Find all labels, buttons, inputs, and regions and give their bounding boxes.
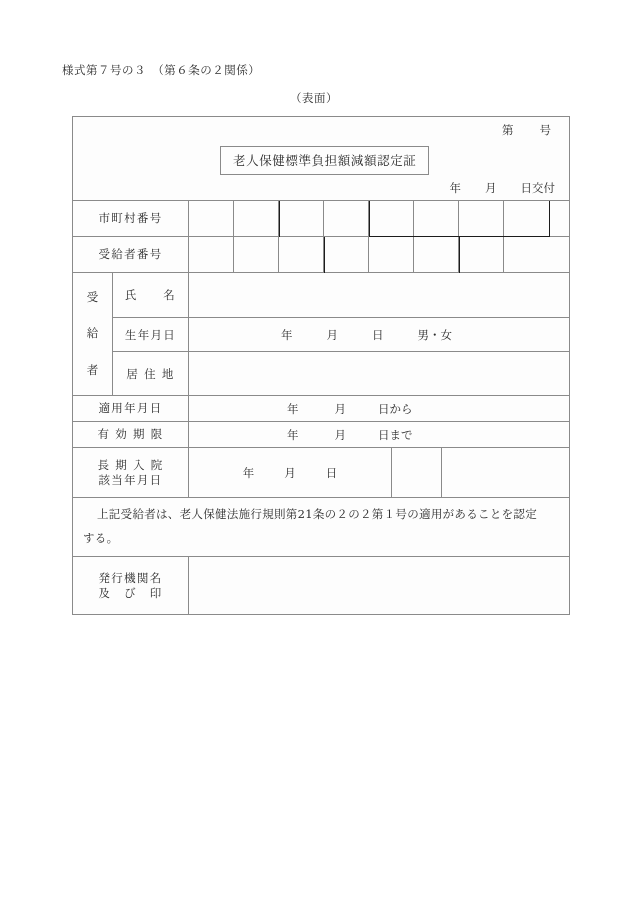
hospitalization-slot-b[interactable]: [442, 448, 569, 497]
municipality-number-cell[interactable]: [189, 201, 234, 236]
declaration-line1: 上記受給者は、老人保健法施行規則第21条の２の２第１号の適用があることを認定: [97, 507, 538, 521]
issue-number-prefix: 第: [502, 123, 514, 137]
recipient-block-row: [73, 272, 569, 395]
recipient-number-grid: [189, 237, 569, 272]
municipality-number-cell[interactable]: [324, 201, 369, 236]
issuer-label-line2: 及 び 印: [98, 585, 163, 600]
recipient-vertical-char: 給: [86, 326, 99, 341]
recipient-number-label: 受給者番号: [73, 237, 189, 272]
form-code-heading: 様式第７号の３ （第６条の２関係）: [62, 63, 261, 77]
apply-date-label: 適用年月日: [73, 396, 189, 421]
recipient-vertical-char: 者: [86, 362, 99, 377]
hospitalization-month-unit: 月: [284, 465, 296, 480]
recipient-birth-input[interactable]: [189, 318, 569, 351]
issuer-input[interactable]: [189, 557, 569, 614]
hospitalization-day-unit: 日: [325, 465, 338, 480]
municipality-number-grid: [189, 201, 569, 236]
hospitalization-slot-a[interactable]: [392, 448, 442, 497]
recipient-number-cell[interactable]: [279, 237, 324, 272]
gender-option[interactable]: 男・女: [417, 327, 452, 342]
hospitalization-date-input[interactable]: [189, 448, 392, 497]
hospitalization-label-line2: 該当年月日: [98, 472, 163, 487]
expiry-date-row: [73, 421, 569, 447]
recipient-birth-label: 生年月日: [113, 318, 189, 351]
expiry-month-unit: 月: [334, 427, 346, 442]
birth-month-unit: 月: [326, 327, 338, 342]
municipality-number-cell[interactable]: [459, 201, 504, 236]
expiry-date-label: 有 効 期 限: [73, 422, 189, 447]
recipient-number-cell[interactable]: [459, 237, 504, 272]
issuer-label: [73, 557, 189, 614]
expiry-date-input[interactable]: [189, 422, 569, 447]
apply-date-input[interactable]: [189, 396, 569, 421]
face-side-label: （表面）: [290, 91, 338, 105]
recipient-fields-stack: [113, 273, 569, 395]
apply-date-row: [73, 395, 569, 421]
recipient-name-input[interactable]: [189, 273, 569, 317]
recipient-vertical-char: 受: [86, 289, 99, 304]
recipient-number-cell[interactable]: [234, 237, 279, 272]
recipient-address-input[interactable]: [189, 352, 569, 395]
declaration-row: [73, 497, 569, 556]
hospitalization-label: [73, 448, 189, 497]
municipality-number-trailing-space: [549, 201, 569, 236]
apply-day-suffix: 日から: [378, 401, 413, 416]
recipient-number-row: [73, 236, 569, 272]
municipality-number-cell[interactable]: [369, 201, 414, 236]
hospitalization-label-line1: 長 期 入 院: [97, 458, 164, 473]
expiry-day-suffix: 日まで: [378, 427, 413, 442]
issue-number-field: [502, 122, 551, 138]
certificate-form-table: [72, 116, 570, 615]
recipient-number-cell[interactable]: [414, 237, 459, 272]
apply-month-unit: 月: [334, 401, 346, 416]
hospitalization-row: [73, 447, 569, 497]
municipality-number-row: [73, 200, 569, 236]
municipality-number-cell[interactable]: [414, 201, 459, 236]
recipient-address-label: 居 住 地: [113, 352, 189, 395]
recipient-number-cell[interactable]: [324, 237, 369, 272]
hospitalization-year-unit: 年: [242, 465, 255, 480]
recipient-number-cell[interactable]: [189, 237, 234, 272]
municipality-number-cell[interactable]: [504, 201, 549, 236]
recipient-birth-row: [113, 317, 569, 351]
issuer-row: [73, 556, 569, 614]
recipient-name-row: [113, 273, 569, 317]
recipient-vertical-label: [73, 273, 113, 395]
municipality-number-label: 市町村番号: [73, 201, 189, 236]
issue-date-month: 月: [485, 181, 497, 195]
issue-date-year: 年: [449, 181, 461, 195]
municipality-number-cell[interactable]: [279, 201, 324, 236]
issuer-label-line1: 発行機関名: [98, 571, 163, 586]
recipient-number-cell[interactable]: [504, 237, 549, 272]
masthead-row: [73, 117, 569, 200]
declaration-text: [73, 498, 569, 556]
apply-year-unit: 年: [287, 401, 299, 416]
recipient-address-row: [113, 351, 569, 395]
declaration-line2: する。: [83, 531, 119, 546]
expiry-year-unit: 年: [287, 427, 299, 442]
birth-day-unit: 日: [372, 327, 384, 342]
birth-year-unit: 年: [281, 327, 293, 342]
issue-number-suffix: 号: [539, 123, 551, 137]
issue-date-day-suffix: 日交付: [520, 181, 555, 195]
recipient-number-cell[interactable]: [369, 237, 414, 272]
recipient-number-trailing-space: [549, 237, 569, 272]
municipality-number-cell[interactable]: [234, 201, 279, 236]
recipient-name-label: 氏 名: [113, 273, 189, 317]
issue-date-field: [450, 180, 556, 196]
certificate-title-box: 老人保健標準負担額減額認定証: [220, 146, 429, 175]
